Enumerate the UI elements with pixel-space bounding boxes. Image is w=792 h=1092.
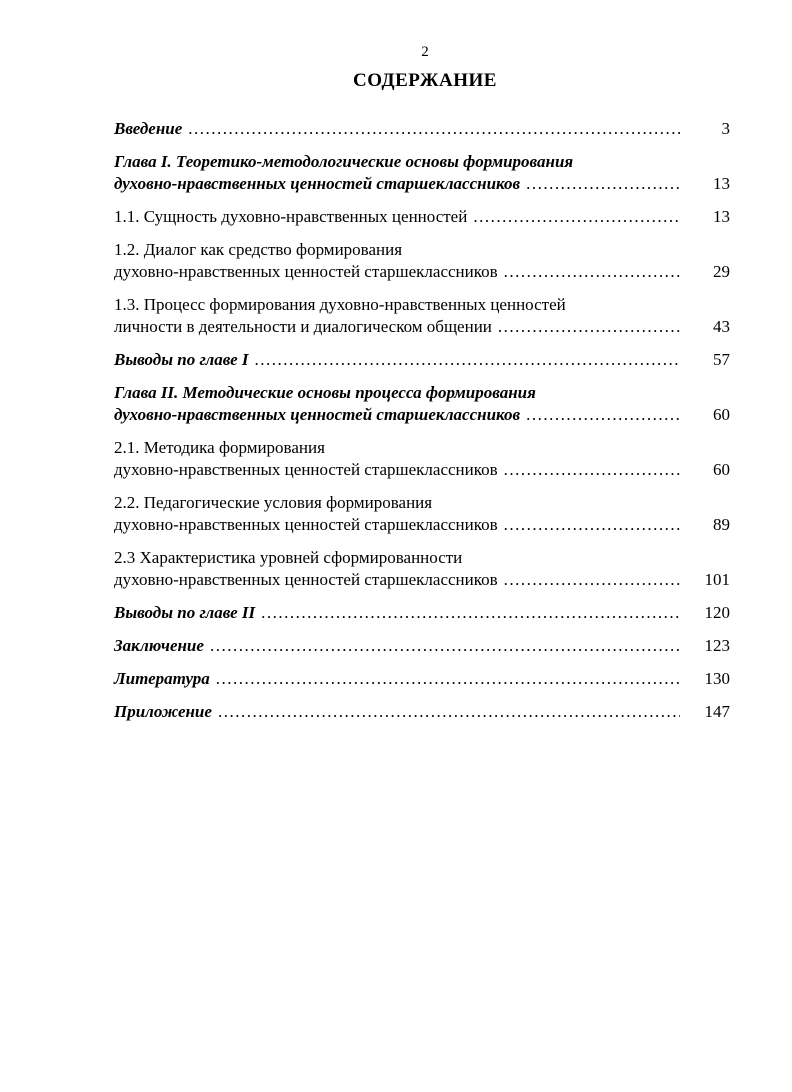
toc-entry-introduction[interactable] [114,118,730,140]
toc-entry-title-line: Глава I. Теоретико-методологические основы формирования [114,152,574,171]
toc-entry-literature[interactable] [114,668,730,690]
toc-entry-section-2-3[interactable] [114,547,730,591]
dot-leader [218,701,680,723]
toc-entry-title-line: 1.3. Процесс формирования духовно-нравственных ценностей [114,295,566,314]
toc-page-number: 123 [704,636,730,655]
dot-leader [504,261,680,283]
toc-page-number: 57 [713,350,730,369]
dot-leader [473,206,680,228]
toc-entry-title: Литература [114,669,210,688]
dot-leader [504,514,680,536]
toc-entry-title: духовно-нравственных ценностей старшеклассников [114,174,521,193]
toc-entry-title: Заключение [114,636,204,655]
dot-leader [261,602,680,624]
toc-entry-title: личности в деятельности и диалогическом общении [114,317,492,336]
dot-leader [526,173,680,195]
toc-page-number: 89 [713,515,730,534]
toc-entry-title-line: 2.1. Методика формирования [114,438,325,457]
toc-entry-chapter-1[interactable] [114,151,730,195]
toc-entry-section-2-2[interactable] [114,492,730,536]
toc-page-number: 60 [713,460,730,479]
toc-entry-title-line: Глава II. Методические основы процесса формирования [114,383,536,402]
toc-entry-appendix[interactable] [114,701,730,723]
toc-entry-title: Приложение [114,702,212,721]
toc-page-number: 101 [704,570,730,589]
toc-entry-chapter-2[interactable] [114,382,730,426]
dot-leader [188,118,680,140]
toc-entry-section-1-2[interactable] [114,239,730,283]
toc-entry-title: духовно-нравственных ценностей старшеклассников [114,515,498,534]
toc-page-number: 60 [713,405,730,424]
page-number: 2 [421,44,429,60]
toc-entry-title: 1.1. Сущность духовно-нравственных ценностей [114,207,468,226]
toc-page-number: 130 [704,669,730,688]
dot-leader [498,316,680,338]
toc-entry-title: духовно-нравственных ценностей старшеклассников [114,570,498,589]
dot-leader [504,569,680,591]
toc-entry-section-1-3[interactable] [114,294,730,338]
toc-entry-title-line: 2.3 Характеристика уровней сформированности [114,548,463,567]
toc-entry-conclusion[interactable] [114,635,730,657]
dot-leader [216,668,680,690]
toc-entry-section-1-1[interactable] [114,206,730,228]
toc-entry-title: духовно-нравственных ценностей старшеклассников [114,405,521,424]
toc-entry-title: духовно-нравственных ценностей старшеклассников [114,460,498,479]
toc-page-number: 43 [713,317,730,336]
toc-entry-section-2-1[interactable] [114,437,730,481]
toc-page-number: 3 [721,119,730,138]
toc-entry-title-line: 2.2. Педагогические условия формирования [114,493,433,512]
table-of-contents [114,118,730,734]
dot-leader [526,404,680,426]
toc-entry-title: духовно-нравственных ценностей старшеклассников [114,262,498,281]
toc-entry-title-line: 1.2. Диалог как средство формирования [114,240,403,259]
dot-leader [210,635,680,657]
toc-entry-title: Выводы по главе II [114,603,256,622]
toc-page-number: 13 [713,207,730,226]
toc-entry-conclusions-chapter-2[interactable] [114,602,730,624]
dot-leader [504,459,680,481]
toc-page-number: 13 [713,174,730,193]
toc-page-number: 147 [704,702,730,721]
toc-entry-conclusions-chapter-1[interactable] [114,349,730,371]
toc-page-number: 120 [704,603,730,622]
toc-entry-title: Выводы по главе I [114,350,249,369]
toc-entry-title: Введение [114,119,183,138]
dot-leader [255,349,680,371]
toc-page-number: 29 [713,262,730,281]
page-title: СОДЕРЖАНИЕ [353,70,497,91]
